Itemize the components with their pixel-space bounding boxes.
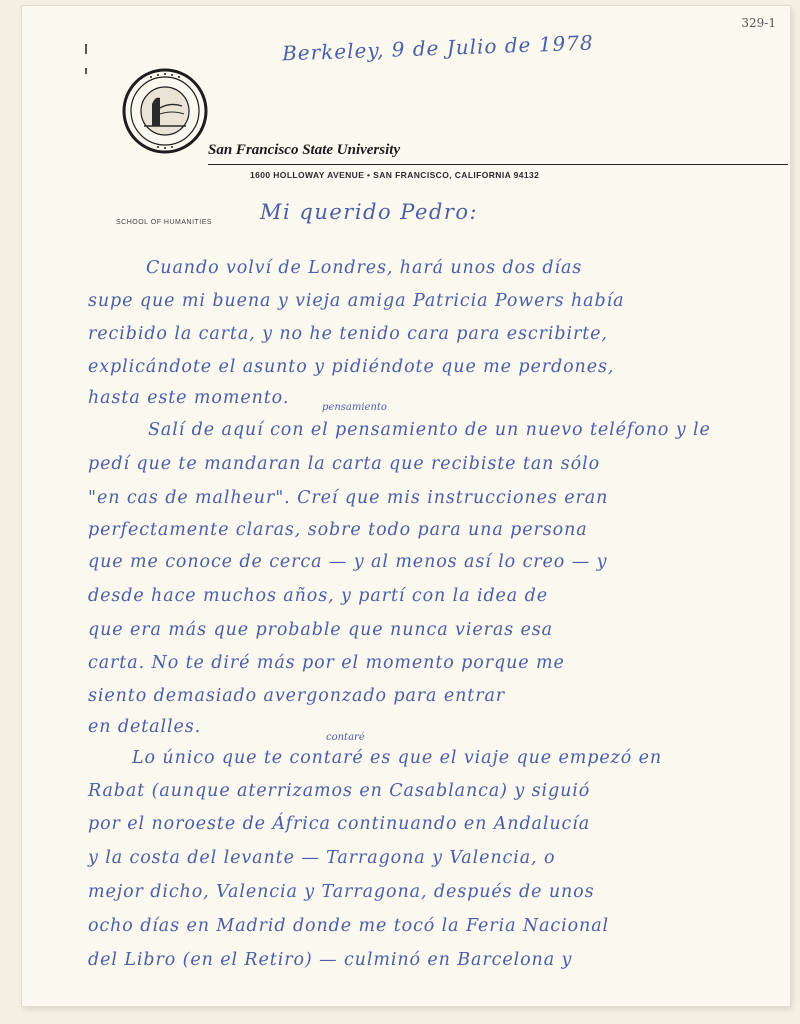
letter-line: pedí que te mandaran la carta que recibiste tan sólo [88, 454, 601, 474]
letter-line: y la costa del levante — Tarragona y Valencia, o [88, 848, 556, 868]
university-seal-icon [122, 68, 208, 154]
letter-line: Lo único que te contaré es que el viaje que empezó en [132, 748, 663, 768]
letter-line: Cuando volví de Londres, hará unos dos días [146, 258, 583, 278]
letter-line: recibido la carta, y no he tenido cara para escribirte, [88, 324, 608, 344]
letter-line: Salí de aquí con el pensamiento de un nuevo teléfono y le [148, 420, 711, 440]
letter-line: "en cas de malheur". Creí que mis instrucciones eran [88, 488, 609, 508]
university-address: 1600 HOLLOWAY AVENUE • SAN FRANCISCO, CALIFORNIA 94132 [250, 170, 540, 180]
salutation: Mi querido Pedro: [260, 200, 479, 224]
letter-line: ocho días en Madrid donde me tocó la Feria Nacional [88, 916, 610, 936]
letter-line: mejor dicho, Valencia y Tarragona, después de unos [88, 882, 595, 902]
margin-mark [85, 44, 87, 54]
letter-line: carta. No te diré más por el momento porque me [88, 653, 565, 673]
letter-line: Rabat (aunque aterrizamos en Casablanca) y siguió [88, 781, 591, 801]
letter-line: que me conoce de cerca — y al menos así lo creo — y [88, 552, 608, 572]
letter-line: hasta este momento. [88, 388, 290, 408]
letter-line: siento demasiado avergonzado para entrar [88, 686, 506, 706]
department-line: SCHOOL OF HUMANITIES [116, 219, 213, 226]
archive-number: 329-1 [741, 16, 776, 30]
letter-line: supe que mi buena y vieja amiga Patricia Powers había [88, 291, 625, 311]
margin-mark [85, 68, 87, 74]
letter-sheet [22, 6, 790, 1006]
letter-line: del Libro (en el Retiro) — culminó en Barcelona y [88, 950, 573, 970]
letterhead-rule [208, 164, 788, 165]
letter-line: explicándote el asunto y pidiéndote que me perdones, [88, 357, 615, 377]
university-name: San Francisco State University [208, 142, 401, 158]
date-line: Berkeley, 9 de Julio de 1978 [281, 30, 595, 66]
letter-line: en detalles. [88, 717, 202, 737]
insertion-note: pensamiento [322, 402, 387, 413]
insertion-note: contaré [326, 732, 365, 743]
letter-line: que era más que probable que nunca vieras esa [88, 620, 553, 640]
letter-line: desde hace muchos años, y partí con la idea de [88, 586, 548, 606]
letter-line: por el noroeste de África continuando en Andalucía [88, 814, 591, 834]
letter-line: perfectamente claras, sobre todo para una persona [88, 520, 588, 540]
